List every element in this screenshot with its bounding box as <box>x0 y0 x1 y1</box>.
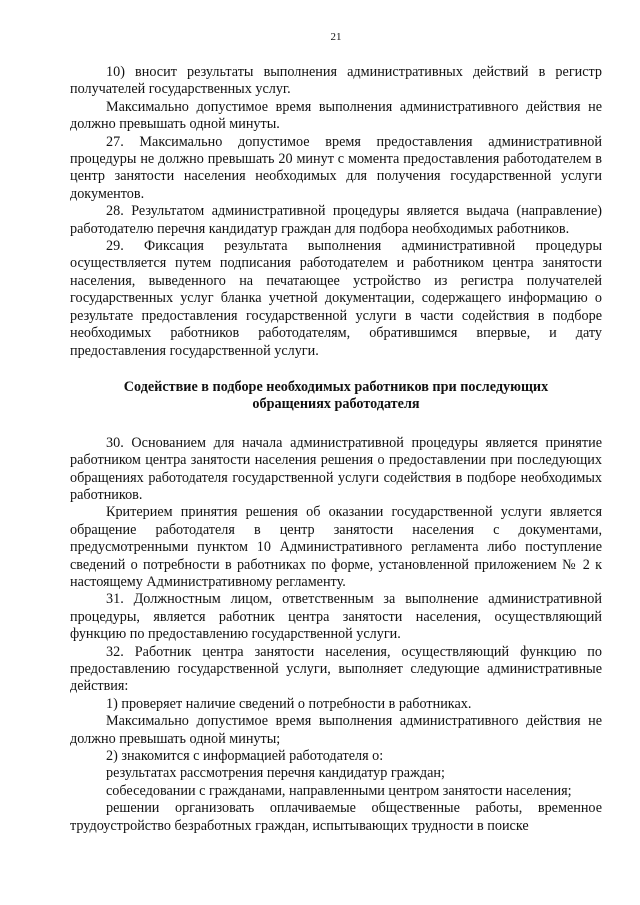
paragraph: 32. Работник центра занятости населения, осуществляющий функцию по предоставлению государственной услуги, выполняет следующие административные действия: <box>70 643 602 695</box>
paragraph: Максимально допустимое время выполнения административного действия не должно превышать одной минуты; <box>70 713 602 747</box>
page-number: 21 <box>330 31 342 43</box>
paragraph: решении организовать оплачиваемые общественные работы, временное трудоустройство безработных граждан, испытывающих трудности в поиске <box>70 800 602 834</box>
paragraph: 27. Максимально допустимое время предоставления административной процедуры не должно превышать 20 минут с момента предоставления работодателем в центр занятости населения необходимых для получения государственной услуги документов. <box>70 133 602 202</box>
paragraph: результатах рассмотрения перечня кандидатур граждан; <box>106 765 445 782</box>
paragraph: 31. Должностным лицом, ответственным за выполнение административной процедуры, является работник центра занятости населения, осуществляющий функцию по предоставлению государственной услуги. <box>70 591 602 643</box>
section-heading: Содействие в подборе необходимых работников при последующих обращениях работодателя <box>123 378 549 413</box>
paragraph: 1) проверяет наличие сведений о потребности в работниках. <box>106 695 472 712</box>
paragraph: 29. Фиксация результата выполнения административной процедуры осуществляется путем подписания работодателем и работником центра занятости населения, выведенного на печатающее устройство из регистра получателей государственных услуг бланка учетной документации, содержащего информацию о результате предоставления государственной услуги в части содействия в подборе необходимых работников работодателям, обратившимся впервые, и дату предоставления государственной услуги. <box>70 238 602 359</box>
paragraph: 30. Основанием для начала административной процедуры является принятие работником центра занятости населения решения о предоставлении при последующих обращениях работодателя государственной услуги содействия в подборе необходимых работников. <box>70 434 602 503</box>
paragraph: Критерием принятия решения об оказании государственной услуги является обращение работодателя в центр занятости населения с документами, предусмотренными пунктом 10 Административного регламента либо поступление сведений о потребности в работниках по форме, установленной приложением № 2 к настоящему Административному регламенту. <box>70 504 602 590</box>
paragraphs-top <box>70 64 602 360</box>
paragraph: 28. Результатом административной процедуры является выдача (направление) работодателю перечня кандидатур граждан для подбора необходимых работников. <box>70 203 602 237</box>
document-page <box>70 30 602 835</box>
paragraphs-bottom <box>70 435 602 835</box>
paragraph: 10) вносит результаты выполнения административных действий в регистр получателей государственных услуг. <box>70 64 602 98</box>
paragraph: 2) знакомится с информацией работодателя о: <box>106 748 384 765</box>
paragraph: собеседовании с гражданами, направленными центром занятости населения; <box>106 782 572 799</box>
paragraph: Максимально допустимое время выполнения административного действия не должно превышать одной минуты. <box>70 98 602 133</box>
